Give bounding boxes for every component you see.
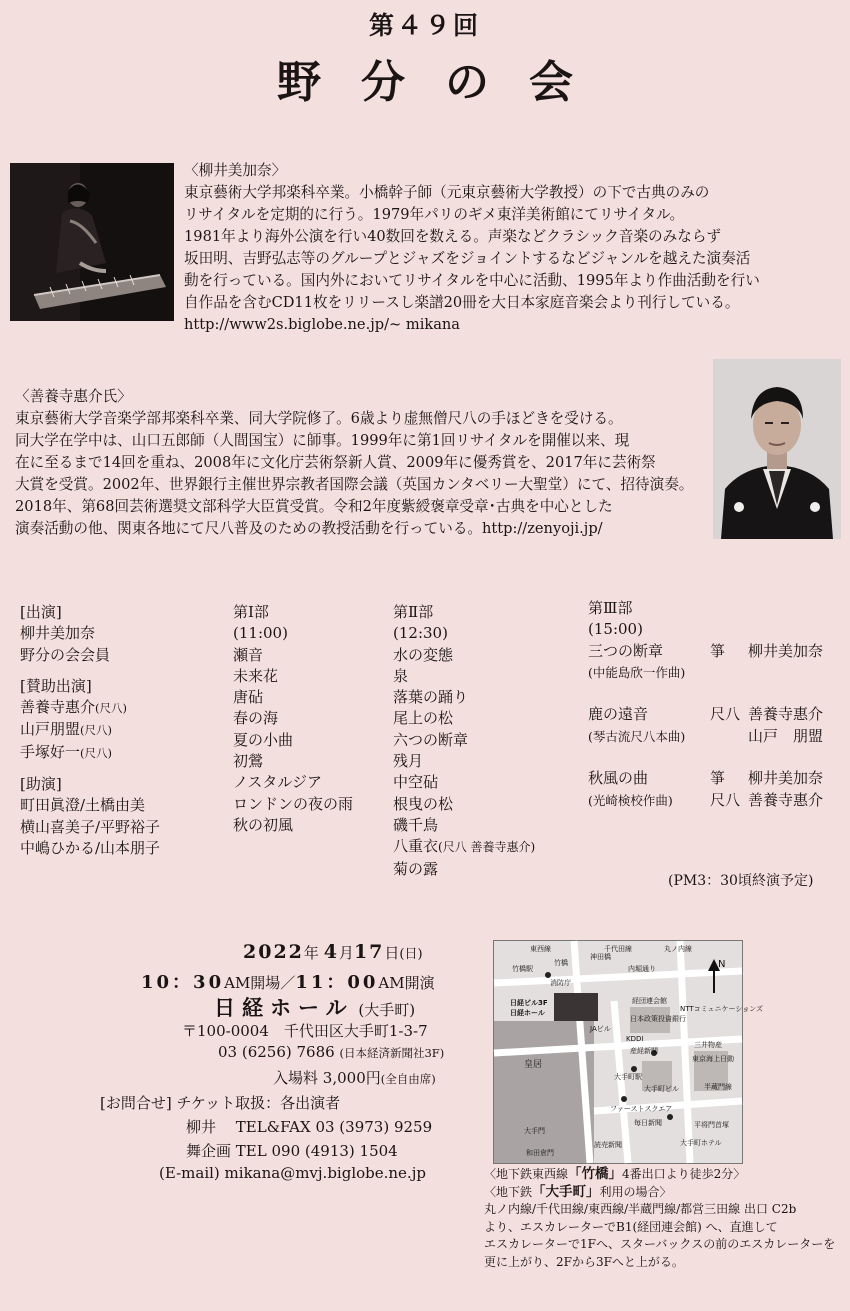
assist-performer: 町田眞澄/土橋由美 (20, 796, 146, 815)
map-label: 東京海上日動 (692, 1055, 734, 1063)
map-label: 和田倉門 (526, 1149, 554, 1157)
part2-piece: 磯千鳥 (393, 815, 439, 834)
map-label: 三井物産 (694, 1041, 722, 1049)
access-line: 〈地下鉄東西線「竹橋」4番出口より徒歩2分〉 (484, 1166, 746, 1182)
guest-performer: 善養寺惠介(尺八) (20, 698, 127, 717)
part1-time: (11:00) (233, 624, 288, 643)
zenyoji-bio-line: 2018年、第68回芸術選奨文部科学大臣賞受賞。令和2年度紫綬褒章受章･古典を中心とした (15, 498, 613, 515)
program-part1 (233, 602, 353, 836)
access-line: 〈地下鉄「大手町」利用の場合〉 (484, 1183, 672, 1200)
access-info (484, 1166, 835, 1272)
part2-piece: 残月 (393, 752, 424, 771)
part1-piece: ノスタルジア (233, 773, 323, 792)
access-line: 丸ノ内線/千代田線/東西線/半蔵門線/都営三田線 出口 C2b (484, 1202, 797, 1217)
zenyoji-bio-line: 同大学在学中は、山口五郎師（人間国宝）に師事。1999年に第1回リサイタルを開催以来、現 (15, 432, 630, 449)
map-label: 大手町駅 (614, 1073, 642, 1081)
access-line: より、エスカレーターでB1(経団連会館) へ、直進して (484, 1219, 778, 1234)
part2-piece: 八重衣(尺八 善養寺惠介) (393, 837, 536, 856)
part3-piece: 三つの断章 箏 柳井美加奈 (588, 641, 824, 660)
part2-time: (12:30) (393, 624, 448, 643)
yanai-bio-line: リサイタルを定期的に行う。1979年パリのギメ東洋美術館にてリサイタル。 (184, 206, 685, 223)
map-label: 丸ノ内線 (664, 945, 692, 953)
yanai-photo (10, 163, 174, 321)
map-label: 日本政策投資銀行 (630, 1015, 686, 1023)
part1-piece: 春の海 (233, 709, 279, 728)
map-label: 半蔵門線 (704, 1083, 732, 1091)
venue-address: 〒100-0004 千代田区大手町1-3-7 (182, 1022, 428, 1040)
svg-text:N: N (718, 959, 726, 970)
venue-phone: 03 (6256) 7686 (日本経済新聞社3F) (218, 1043, 445, 1061)
map-label: 平将門首塚 (694, 1121, 729, 1129)
assist-performer: 横山喜美子/平野裕子 (20, 817, 161, 836)
part1-piece: 夏の小曲 (233, 730, 294, 749)
guest-performer: 山戸朋盟(尺八) (20, 720, 112, 739)
part1-piece: ロンドンの夜の雨 (233, 794, 354, 813)
zenyoji-photo (713, 359, 841, 539)
part2-piece: 菊の露 (393, 859, 439, 878)
map-label: 読売新聞 (594, 1141, 622, 1149)
map-label: 皇居 (524, 1060, 543, 1070)
map-label: 内堀通り (628, 965, 656, 973)
yanai-url[interactable]: http://www2s.biglobe.ne.jp/~ mikana (184, 316, 461, 333)
map-label: NTTコミュニケーションズ (680, 1005, 764, 1013)
map-label: KDDI (626, 1035, 644, 1043)
part3-piece: 鹿の遠音 尺八 善養寺惠介 (588, 705, 824, 724)
part1-piece: 唐砧 (233, 688, 264, 707)
zenyoji-bio-line: 演奏活動の他、関東各地にて尺八普及のための教授活動を行っている。http://zenyoji.jp/ (15, 520, 603, 537)
part2-piece: 根曳の松 (393, 794, 454, 813)
map-label: 毎日新聞 (634, 1119, 662, 1127)
part1-title: 第Ⅰ部 (233, 603, 269, 621)
assist-performer: 中嶋ひかる/山本朋子 (20, 838, 161, 857)
zenyoji-bio (15, 386, 693, 540)
part3-composer: (光崎検校作曲) 尺八 善養寺惠介 (588, 790, 824, 809)
map-label: 東西線 (530, 945, 551, 953)
part3-title: 第Ⅲ部 (588, 599, 633, 617)
map-label: 千代田線 (604, 945, 632, 953)
yanai-bio (184, 160, 760, 336)
contact-yanai: 柳井 TEL&FAX 03 (3973) 9259 (186, 1118, 433, 1136)
map-label: 竹橋駅 (512, 965, 533, 973)
map-label: 産経新聞 (630, 1047, 658, 1055)
main-performer: 野分の会会員 (20, 645, 111, 664)
yanai-bio-line: 坂田明、吉野弘志等のグループとジャズをジョイントするなどジャンルを越えた演奏活 (184, 250, 751, 267)
map-label: 大手門 (524, 1127, 545, 1135)
concert-title: 野分の会 (277, 57, 613, 108)
part3-composer: (琴古流尺八本曲) 山戸 朋盟 (588, 726, 824, 745)
end-time: (PM3：30頃終演予定) (668, 873, 814, 889)
part2-piece: 中空砧 (393, 773, 439, 792)
part2-piece: 六つの断章 (393, 730, 469, 749)
yanai-bio-line: 1981年より海外公演を行い40数回を数える。声楽などクラシック音楽のみならず (184, 228, 722, 245)
map-label: 日経ビル3F (510, 999, 548, 1007)
map-label: JAビル (590, 1025, 611, 1033)
main-performer: 柳井美加奈 (20, 624, 96, 643)
part2-piece: 水の変態 (393, 645, 454, 664)
venue: 日経ホール (大手町) (214, 995, 416, 1020)
part2-piece: 落葉の踊り (393, 688, 469, 707)
contact-ticket: [お問合せ] チケット取扱：各出演者 (100, 1094, 341, 1112)
part3-composer: (中能島欣一作曲) (588, 664, 686, 680)
performers-column (20, 602, 160, 859)
venue-map (493, 940, 764, 1164)
zenyoji-name: 〈善養寺惠介氏〉 (15, 388, 132, 405)
map-label: 日経ホール (510, 1009, 545, 1017)
zenyoji-bio-line: 大賞を受賞。2002年、世界銀行主催世界宗教者国際会議（英国カンタベリー大聖堂）にて、招待演奏。 (15, 476, 694, 493)
program-part3 (588, 598, 848, 811)
email-link[interactable]: mikana@mvj.biglobe.ne.jp (224, 1164, 426, 1182)
entrance-fee: 入場料 3,000円(全自由席) (273, 1069, 436, 1087)
map-label: 消防庁 (550, 979, 571, 987)
map-label: 大手町ビル (644, 1085, 679, 1093)
assist-label: [助演] (20, 775, 62, 794)
contact-email: (E-mail) mikana@mvj.biglobe.ne.jp (159, 1164, 426, 1182)
map-label: 経団連会館 (632, 997, 667, 1005)
zenyoji-bio-line: 在に至るまで14回を重ね、2008年に文化庁芸術祭新人賞、2009年に優秀賞を、2017年に芸術祭 (15, 454, 656, 471)
part1-piece: 瀬音 (233, 645, 264, 664)
yanai-bio-line: 東京藝術大学邦楽科卒業。小橋幹子師（元東京藝術大学教授）の下で古典のみの (184, 184, 710, 201)
part1-piece: 秋の初風 (233, 815, 294, 834)
zenyoji-bio-line: 東京藝術大学音楽学部邦楽科卒業、同大学院修了。6歳より虚無僧尺八の手ほどきを受ける。 (15, 410, 623, 427)
part1-piece: 未来花 (233, 666, 279, 685)
part2-piece: 泉 (393, 666, 409, 685)
part2-piece: 尾上の松 (393, 709, 454, 728)
guest-label: [賛助出演] (20, 676, 92, 695)
part3-time: (15:00) (588, 620, 643, 639)
event-date: 2022年 4月17日(日) (243, 941, 423, 963)
yanai-bio-line: 自作品を含むCD11枚をリリースし楽譜20冊を大日本家庭音楽会より刊行している。 (184, 294, 740, 311)
part1-piece: 初鶯 (233, 752, 264, 771)
map-label: 神田橋 (590, 953, 611, 961)
edition-number: 第４９回 (368, 11, 481, 40)
event-times: 10：30AM開場／11：00AM開演 (141, 972, 435, 993)
yanai-name: 〈柳井美加奈〉 (184, 162, 287, 179)
access-line: エスカレーターで1Fへ、スターバックスの前のエスカレーターを (484, 1237, 836, 1252)
contact-planner: 舞企画 TEL 090 (4913) 1504 (186, 1142, 398, 1160)
part3-piece: 秋風の曲 箏 柳井美加奈 (588, 769, 824, 788)
map-label: 大手町ホテル (680, 1139, 722, 1147)
guest-performer: 手塚好一(尺八) (20, 742, 112, 761)
main-performers-label: [出演] (20, 603, 62, 621)
program-part2 (393, 602, 535, 880)
yanai-bio-line: 動を行っている。国内外においてリサイタルを中心に活動、1995年より作曲活動を行い (184, 272, 760, 289)
access-line: 更に上がり、2Fから3Fへと上がる。 (484, 1254, 684, 1269)
map-label: ファーストスクエア (610, 1105, 673, 1113)
part2-title: 第Ⅱ部 (393, 603, 434, 621)
map-label: 竹橋 (554, 959, 568, 967)
